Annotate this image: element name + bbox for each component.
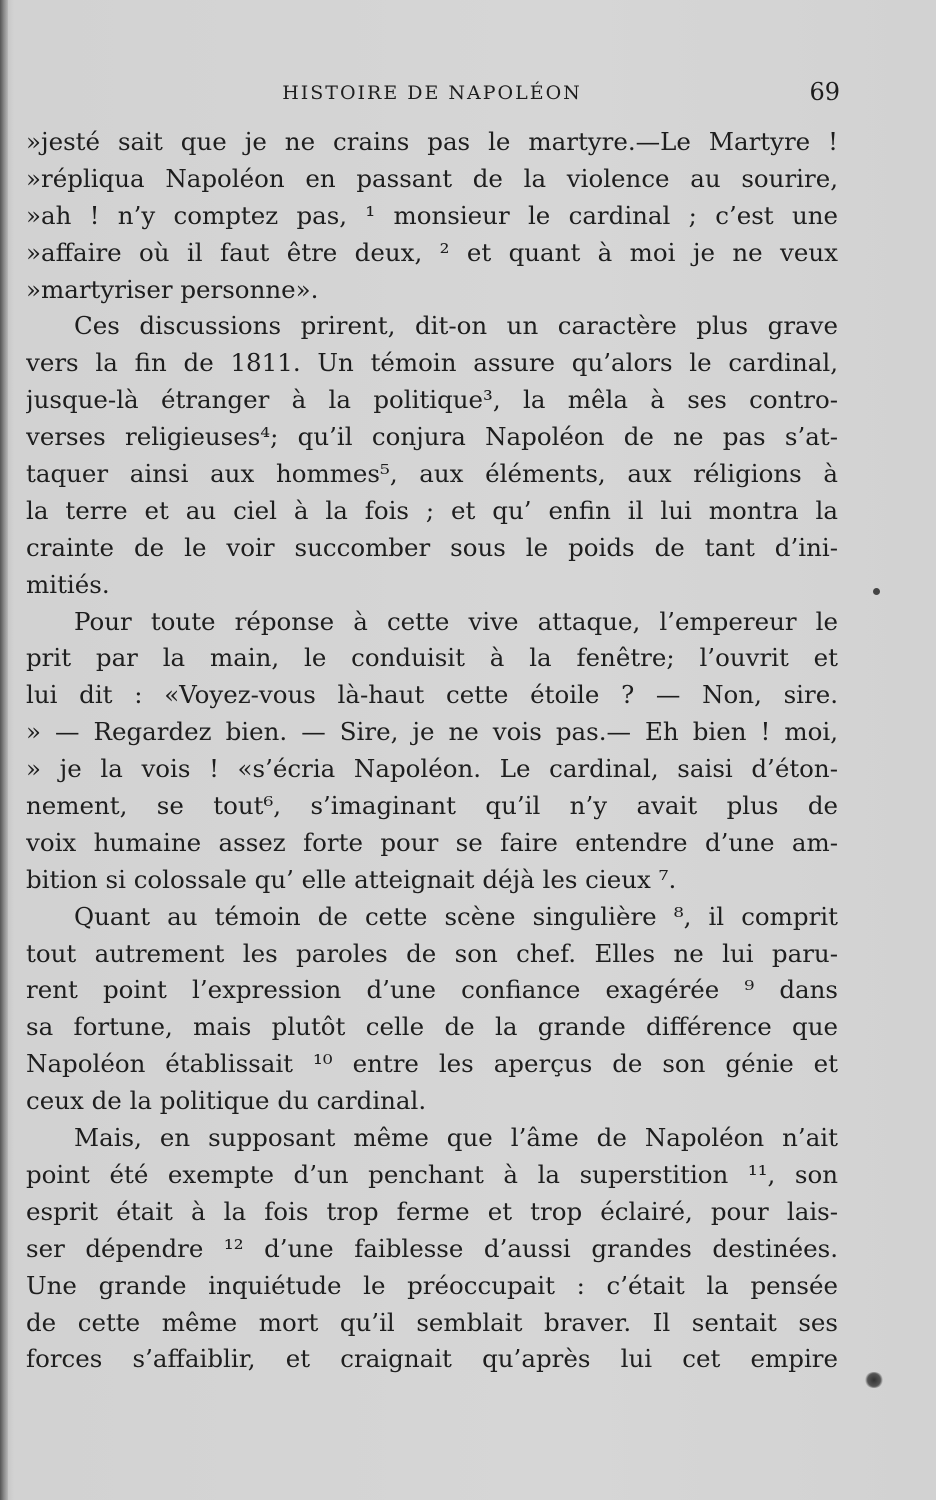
body-text: [26, 124, 838, 1378]
text-line: rent point l’expression d’une confiance exagérée ⁹ dans: [26, 975, 838, 1005]
text-line: mitiés.: [26, 569, 110, 599]
text-line: bition si colossale qu’ elle atteignait déjà les cieux ⁷.: [26, 864, 677, 894]
text-line: point été exempte d’un penchant à la superstition ¹¹, son: [26, 1159, 838, 1189]
text-line: Ces discussions prirent, dit-on un caractère plus grave: [74, 311, 838, 341]
page-number: 69: [809, 78, 840, 106]
text-line: tout autrement les paroles de son chef. Elles ne lui paru-: [26, 938, 838, 968]
text-line: sa fortune, mais plutôt celle de la grande différence que: [26, 1012, 838, 1042]
text-line: la terre et au ciel à la fois ; et qu’ enfin il lui montra la: [26, 495, 838, 525]
text-line: nement, se tout⁶, s’imaginant qu’il n’y avait plus de: [26, 791, 838, 821]
text-line: »ah ! n’y comptez pas, ¹ monsieur le cardinal ; c’est une: [26, 200, 838, 230]
text-line: »jesté sait que je ne crains pas le martyre.—Le Martyre !: [26, 127, 838, 156]
running-title: HISTOIRE DE NAPOLÉON: [282, 82, 582, 104]
text-line: lui dit : «Voyez-vous là-haut cette étoile ? — Non, sire.: [26, 680, 838, 710]
text-line: de cette même mort qu’il semblait braver. Il sentait ses: [26, 1307, 838, 1337]
text-line: »répliqua Napoléon en passant de la violence au sourire,: [26, 163, 838, 193]
page-header: [24, 78, 840, 112]
text-line: » je la vois ! «s’écria Napoléon. Le cardinal, saisi d’éton-: [26, 754, 838, 784]
text-line: crainte de le voir succomber sous le poids de tant d’ini-: [26, 532, 838, 562]
text-line: jusque-là étranger à la politique³, la mêla à ses contro-: [26, 385, 838, 415]
text-line: voix humaine assez forte pour se faire entendre d’une am-: [26, 827, 838, 857]
text-line: Pour toute réponse à cette vive attaque, l’empereur le: [74, 606, 838, 636]
text-line: taquer ainsi aux hommes⁵, aux éléments, aux réligions à: [26, 459, 838, 489]
text-line: ser dépendre ¹² d’une faiblesse d’aussi grandes destinées.: [26, 1233, 838, 1263]
text-line: ceux de la politique du cardinal.: [26, 1086, 427, 1116]
text-line: esprit était à la fois trop ferme et trop éclairé, pour lais-: [26, 1196, 838, 1226]
text-line: Napoléon établissait ¹⁰ entre les aperçus de son génie et: [26, 1049, 838, 1079]
ink-blot: [864, 1372, 884, 1388]
text-line: Quant au témoin de cette scène singulière ⁸, il comprit: [74, 901, 838, 931]
page-spine-shadow: [0, 0, 8, 1500]
text-line: Une grande inquiétude le préoccupait : c’était la pensée: [26, 1270, 838, 1300]
text-line: prit par la main, le conduisit à la fenêtre; l’ouvrit et: [26, 643, 838, 673]
text-line: »affaire où il faut être deux, ² et quant à moi je ne veux: [26, 237, 838, 267]
text-line: vers la fin de 1811. Un témoin assure qu’alors le cardinal,: [26, 348, 838, 378]
ink-speck: [873, 588, 880, 595]
text-line: » — Regardez bien. — Sire, je ne vois pas.— Eh bien ! moi,: [26, 717, 838, 747]
text-line: verses religieuses⁴; qu’il conjura Napoléon de ne pas s’at-: [26, 422, 838, 452]
text-line: forces s’affaiblir, et craignait qu’après lui cet empire: [26, 1344, 838, 1374]
text-line: Mais, en supposant même que l’âme de Napoléon n’ait: [74, 1123, 838, 1153]
text-line: »martyriser personne».: [26, 274, 319, 304]
